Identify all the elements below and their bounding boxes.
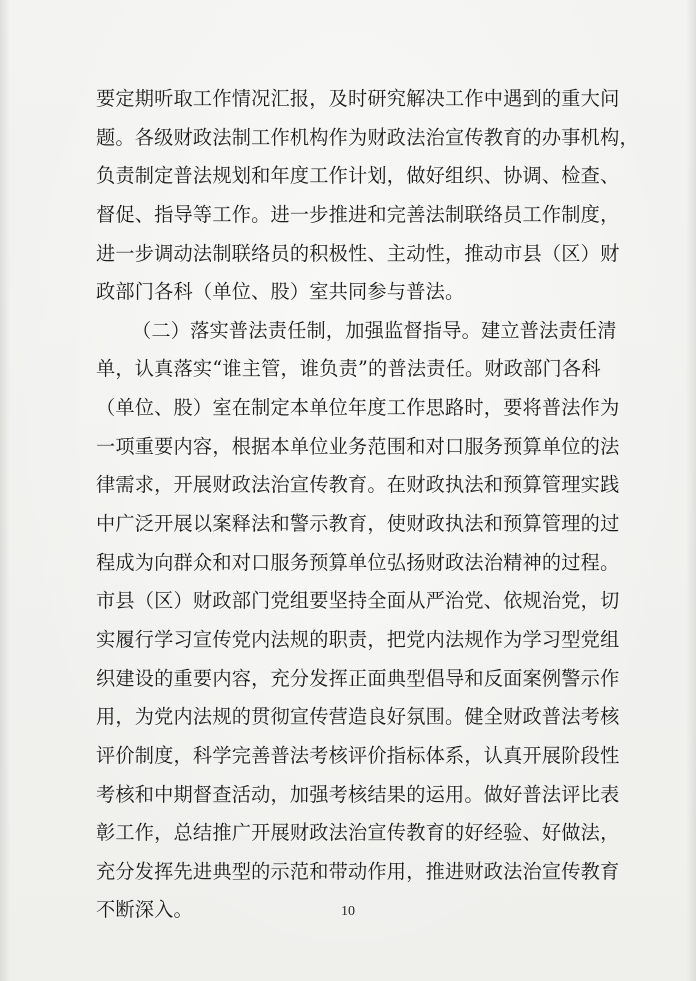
- text-line: 市县（区）财政部门党组要坚持全面从严治党、依规治党，切: [96, 589, 620, 613]
- text-line: 用，为党内法规的贯彻宣传营造良好氛围。健全财政普法考核: [96, 705, 620, 729]
- text-line: 彰工作，总结推广开展财政法治宣传教育的好经验、好做法，: [96, 821, 620, 845]
- text-line: 充分发挥先进典型的示范和带动作用，推进财政法治宣传教育: [96, 859, 620, 883]
- text-line: 中广泛开展以案释法和警示教育，使财政执法和预算管理的过: [96, 512, 620, 536]
- body-text: [96, 80, 639, 930]
- text-line: 不断深入。: [96, 898, 193, 922]
- text-line: 程成为向群众和对口服务预算单位弘扬财政法治精神的过程。: [96, 550, 620, 574]
- text-line: 评价制度，科学完善普法考核评价指标体系，认真开展阶段性: [96, 743, 620, 767]
- page-right-edge-shadow: [686, 0, 696, 981]
- text-line: 进一步调动法制联络员的积极性、主动性，推动市县（区）财: [96, 241, 620, 265]
- text-line: 考核和中期督查活动，加强考核结果的运用。做好普法评比表: [96, 782, 620, 806]
- page-number: 10: [341, 904, 355, 919]
- text-line: 单，认真落实“谁主管，谁负责”的普法责任。财政部门各科: [96, 357, 601, 381]
- section-heading-line: （二）落实普法责任制，加强监督指导。建立普法责任清: [132, 318, 617, 342]
- page-left-edge-shadow: [0, 0, 10, 981]
- text-line: 题。各级财政法制工作机构作为财政法治宣传教育的办事机构，: [96, 125, 639, 149]
- text-line: 要定期听取工作情况汇报，及时研究解决工作中遇到的重大问: [96, 87, 620, 110]
- text-line: 律需求，开展财政法治宣传教育。在财政执法和预算管理实践: [96, 473, 620, 497]
- text-line: 织建设的重要内容，充分发挥正面典型倡导和反面案例警示作: [96, 666, 620, 690]
- text-line: 负责制定普法规划和年度工作计划，做好组织、协调、检查、: [96, 164, 620, 188]
- text-line: （单位、股）室在制定本单位年度工作思路时，要将普法作为: [96, 396, 620, 420]
- text-line: 政部门各科（单位、股）室共同参与普法。: [96, 280, 465, 304]
- text-line: 督促、指导等工作。进一步推进和完善法制联络员工作制度，: [96, 202, 620, 226]
- text-line: 一项重要内容，根据本单位业务范围和对口服务预算单位的法: [96, 434, 620, 458]
- text-line: 实履行学习宣传党内法规的职责，把党内法规作为学习型党组: [96, 627, 620, 651]
